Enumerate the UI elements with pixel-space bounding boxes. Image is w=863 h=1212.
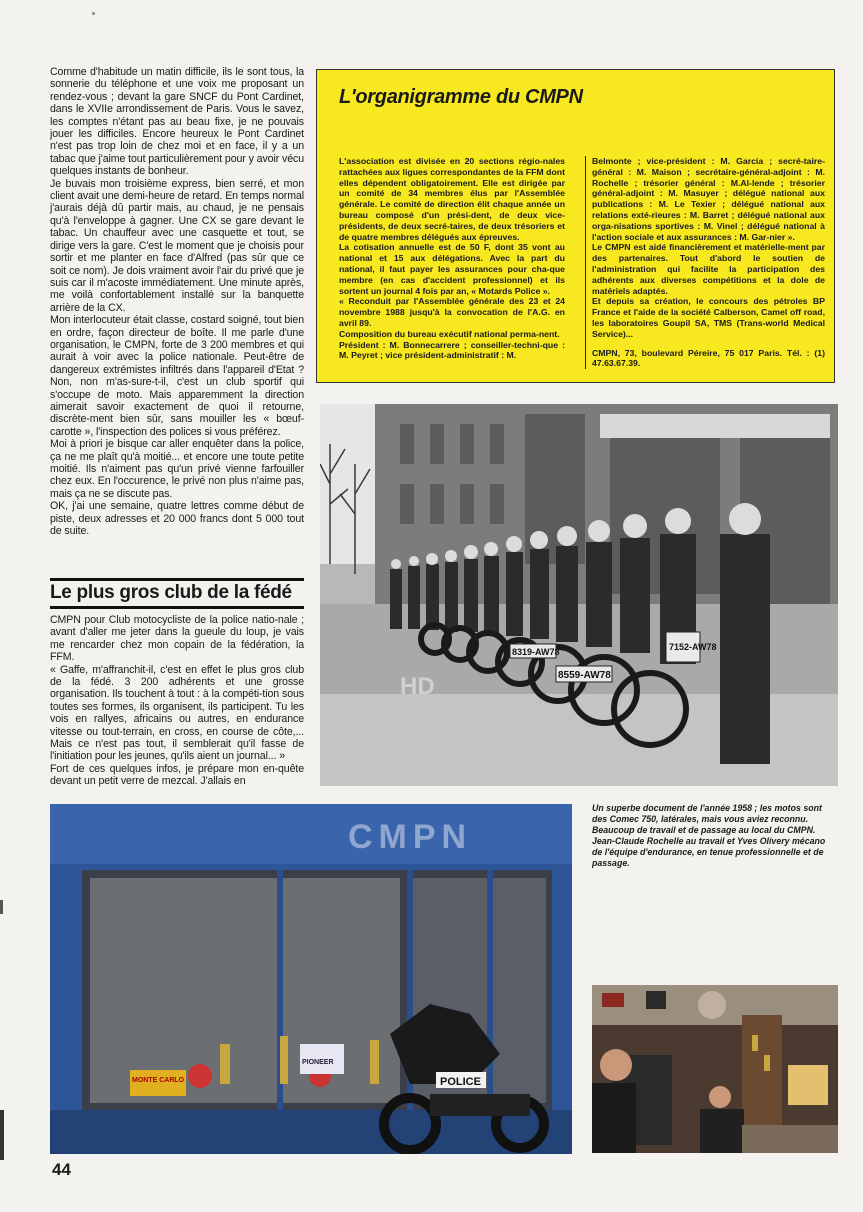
shop-sign: CMPN	[348, 818, 473, 856]
box-paragraph: Et depuis sa création, le concours des pétroles BP France et l'aide de la société Calberson, Camel off road, les laboratoires Goupil SA, TMS (Trans-world Medical Service)...	[592, 296, 825, 339]
police-label: POLICE	[440, 1076, 481, 1088]
motorcycle-lineup-photo	[320, 404, 838, 786]
box-paragraph: Belmonte ; vice-président : M. Garcia ; secré-taire-général : M. Maison ; secrétaire-général-adjoint : M. Rochelle ; trésorier général : M.Al-lende ; trésorier général-adjoint : M. Masuyer ; délégué national aux publications : M. Le Texier ; délégué national aux relations exté-rieures : M. Barret ; délégué national aux orga-nisations sportives : M. Vinel ; délégué national à l'action sociale et aux assurances : M. Gar-nier ».	[592, 156, 825, 242]
paragraph: CMPN pour Club motocycliste de la police natio-nale ; avant d'aller me jeter dans la gueule du loup, je vais me rencarder chez mon copain de la fédération, la FFM.	[50, 614, 304, 664]
page-speck	[92, 12, 95, 15]
poster-label: MONTE CARLO	[132, 1077, 185, 1084]
box-paragraph: L'association est divisée en 20 sections régio-nales rattachées aux ligues correspondantes de la FFM dont elles dépendent obligatoirement. Elle est dirigée par un comité de 34 membres élus par l'Assemblée générale. Le comité de direction élit chaque année un bureau composé d'un prési-dent, de deux vice-présidents, de deux secré-taires, de deux trésoriers et de quatre membres délégués aux épreuves.	[339, 156, 565, 242]
cmpn-local-photo	[50, 804, 572, 1154]
section-body-text	[50, 614, 304, 788]
paragraph: OK, j'ai une semaine, quatre lettres comme début de piste, deux adresses et 20 000 francs dont 5 000 tout de suite.	[50, 500, 304, 538]
box-paragraph: Composition du bureau exécutif national perma-nent.	[339, 328, 560, 339]
box-paragraph: « Reconduit par l'Assemblée générale des 23 et 24 novembre 1988 jusqu'à la convocation de l'A.G. en avril 89.	[339, 296, 565, 328]
paragraph: Mon interlocuteur était classe, costard soigné, tout bien en ordre, façon directeur de boîte. Il me parle d'une organisation, le CMPN, forte de 3 200 membres et qui aurait à voir avec la police nationale. Peut-être de dangereux extrémistes infiltrés dans l'appareil d'Etat ? Non, non m'as-sure-t-il, c'est un club sportif qui s'occupe de moto. Mais apparemment la direction aimerait savoir exactement de quoi il retourne, discrète-ment bien sûr, sans mouiller les « bœuf-carotte », l'inspection des polices si vous préférez.	[50, 314, 304, 438]
box-address: CMPN, 73, boulevard Péreire, 75 017 Paris. Tél. : (1) 47.63.67.39.	[592, 347, 825, 369]
shop-photo-illustration	[50, 804, 572, 1154]
photo-caption: Un superbe document de l'année 1958 ; les motos sont des Comec 750, latérales, mais vous aviez reconnu. Beaucoup de travail et de passage au local du CMPN. Jean-Claude Rochelle au travail et Yves Olivery mécano de l'équipe d'endurance, en tenue professionnelle et de passage.	[592, 803, 826, 868]
pioneer-label: PIONEER	[302, 1059, 334, 1066]
box-column-right	[585, 156, 825, 369]
box-paragraph: La cotisation annuelle est de 50 F, dont 35 vont au national et 15 aux délégations. Avec la part du national, il faut payer les assurances pour cha-que membre (en cas d'accident professionnel) et ils sortent un journal 4 fois par an, « Motards Police ».	[339, 242, 565, 296]
paragraph: Moi à priori je bisque car aller enquêter dans la police, ça ne me plaît qu'à moitié... et encore une toute petite moitié. Ils n'aiment pas qu'un privé vienne farfouiller chez eux. En l'occurence, le privé non plus n'aime pas, mais ça ne se discute pas.	[50, 438, 304, 500]
paragraph: Fort de ces quelques infos, je prépare mon en-quête devant un petit verre de mezcal. J'allais en	[50, 762, 304, 788]
paragraph: « Gaffe, m'affranchit-il, c'est en effet le plus gros club de la fédé. 3 200 adhérents et une grosse organisation. Ils touchent à tout : à la compéti-tion sous toutes ses formes, ils organisent, ils participent. Tu les vois en rallyes, africains ou autres, en endurance vitesse ou tout-terrain, en cross, en course de côte,... Mais ce n'est pas tout, il semblerait qu'il fasse de l'initiation pour les jeunes, qu'ils aient un journal... »	[50, 663, 304, 763]
box-column-left	[317, 156, 565, 361]
box-paragraph: Président : M. Bonnecarrere ; conseiller-techni-que : M. Peyret ; vice président-administratif : M.	[339, 339, 565, 361]
plate-2: 8559-AW78	[558, 670, 611, 681]
section-heading: Le plus gros club de la fédé	[50, 578, 304, 609]
organigramme-box	[316, 69, 835, 383]
paragraph: Je buvais mon troisième express, bien serré, et mon client avait une demi-heure de retard. En temps normal j'aurais déjà dû partir mais, au chaud, je ne pensais qu'à l'enveloppe à gagner. Une CX se gare devant le tabac. Un chauffeur avec une casquette et tout, se dirige vers la gare. C'est le moment que je choisis pour sortir et me planter en face d'Alfred (pas sûr que ce soit ce nom). Je dois vraiment avoir l'air du privé que je suis car il m'acoste immédiatement. Une minute après, me voilà confortablement installé sur la banquette arrière de la CX.	[50, 177, 304, 314]
paragraph: Comme d'habitude un matin difficile, ils le sont tous, la sonnerie du téléphone et une voix me proposant un rendez-vous ; devant la gare SNCF du Pont Cardinet, dans le XVIIe arrondissement de Paris. Vous le savez, les comptes n'étant pas au beau fixe, je ne pouvais jouer les difficiles. Encore heureux le Pont Cardinet n'est pas trop loin de chez moi et en face, il y a un tabac que j'aime tout particulièrement pour y avoir vécu quelques instants de bonheur.	[50, 66, 304, 178]
left-column-text	[50, 66, 304, 537]
photo-watermark: HD	[400, 673, 435, 700]
binding-mark	[0, 1110, 4, 1160]
motorcycle-photo-illustration	[320, 404, 838, 786]
plate-1: 8319-AW78	[512, 647, 560, 657]
box-title: L'organigramme du CMPN	[339, 86, 583, 108]
office-photo	[592, 985, 838, 1153]
box-paragraph: Le CMPN est aidé financièrement et matérielle-ment par des partenaires. Tout d'abord le soutien de l'administration qui facilite la participation des adhérents aux diverses compétitions et la dole de matériels adaptés.	[592, 242, 825, 296]
binding-mark-small	[0, 900, 3, 914]
plate-3: 7152-AW78	[669, 642, 717, 652]
page-number: 44	[52, 1160, 71, 1179]
office-photo-illustration	[592, 985, 838, 1153]
